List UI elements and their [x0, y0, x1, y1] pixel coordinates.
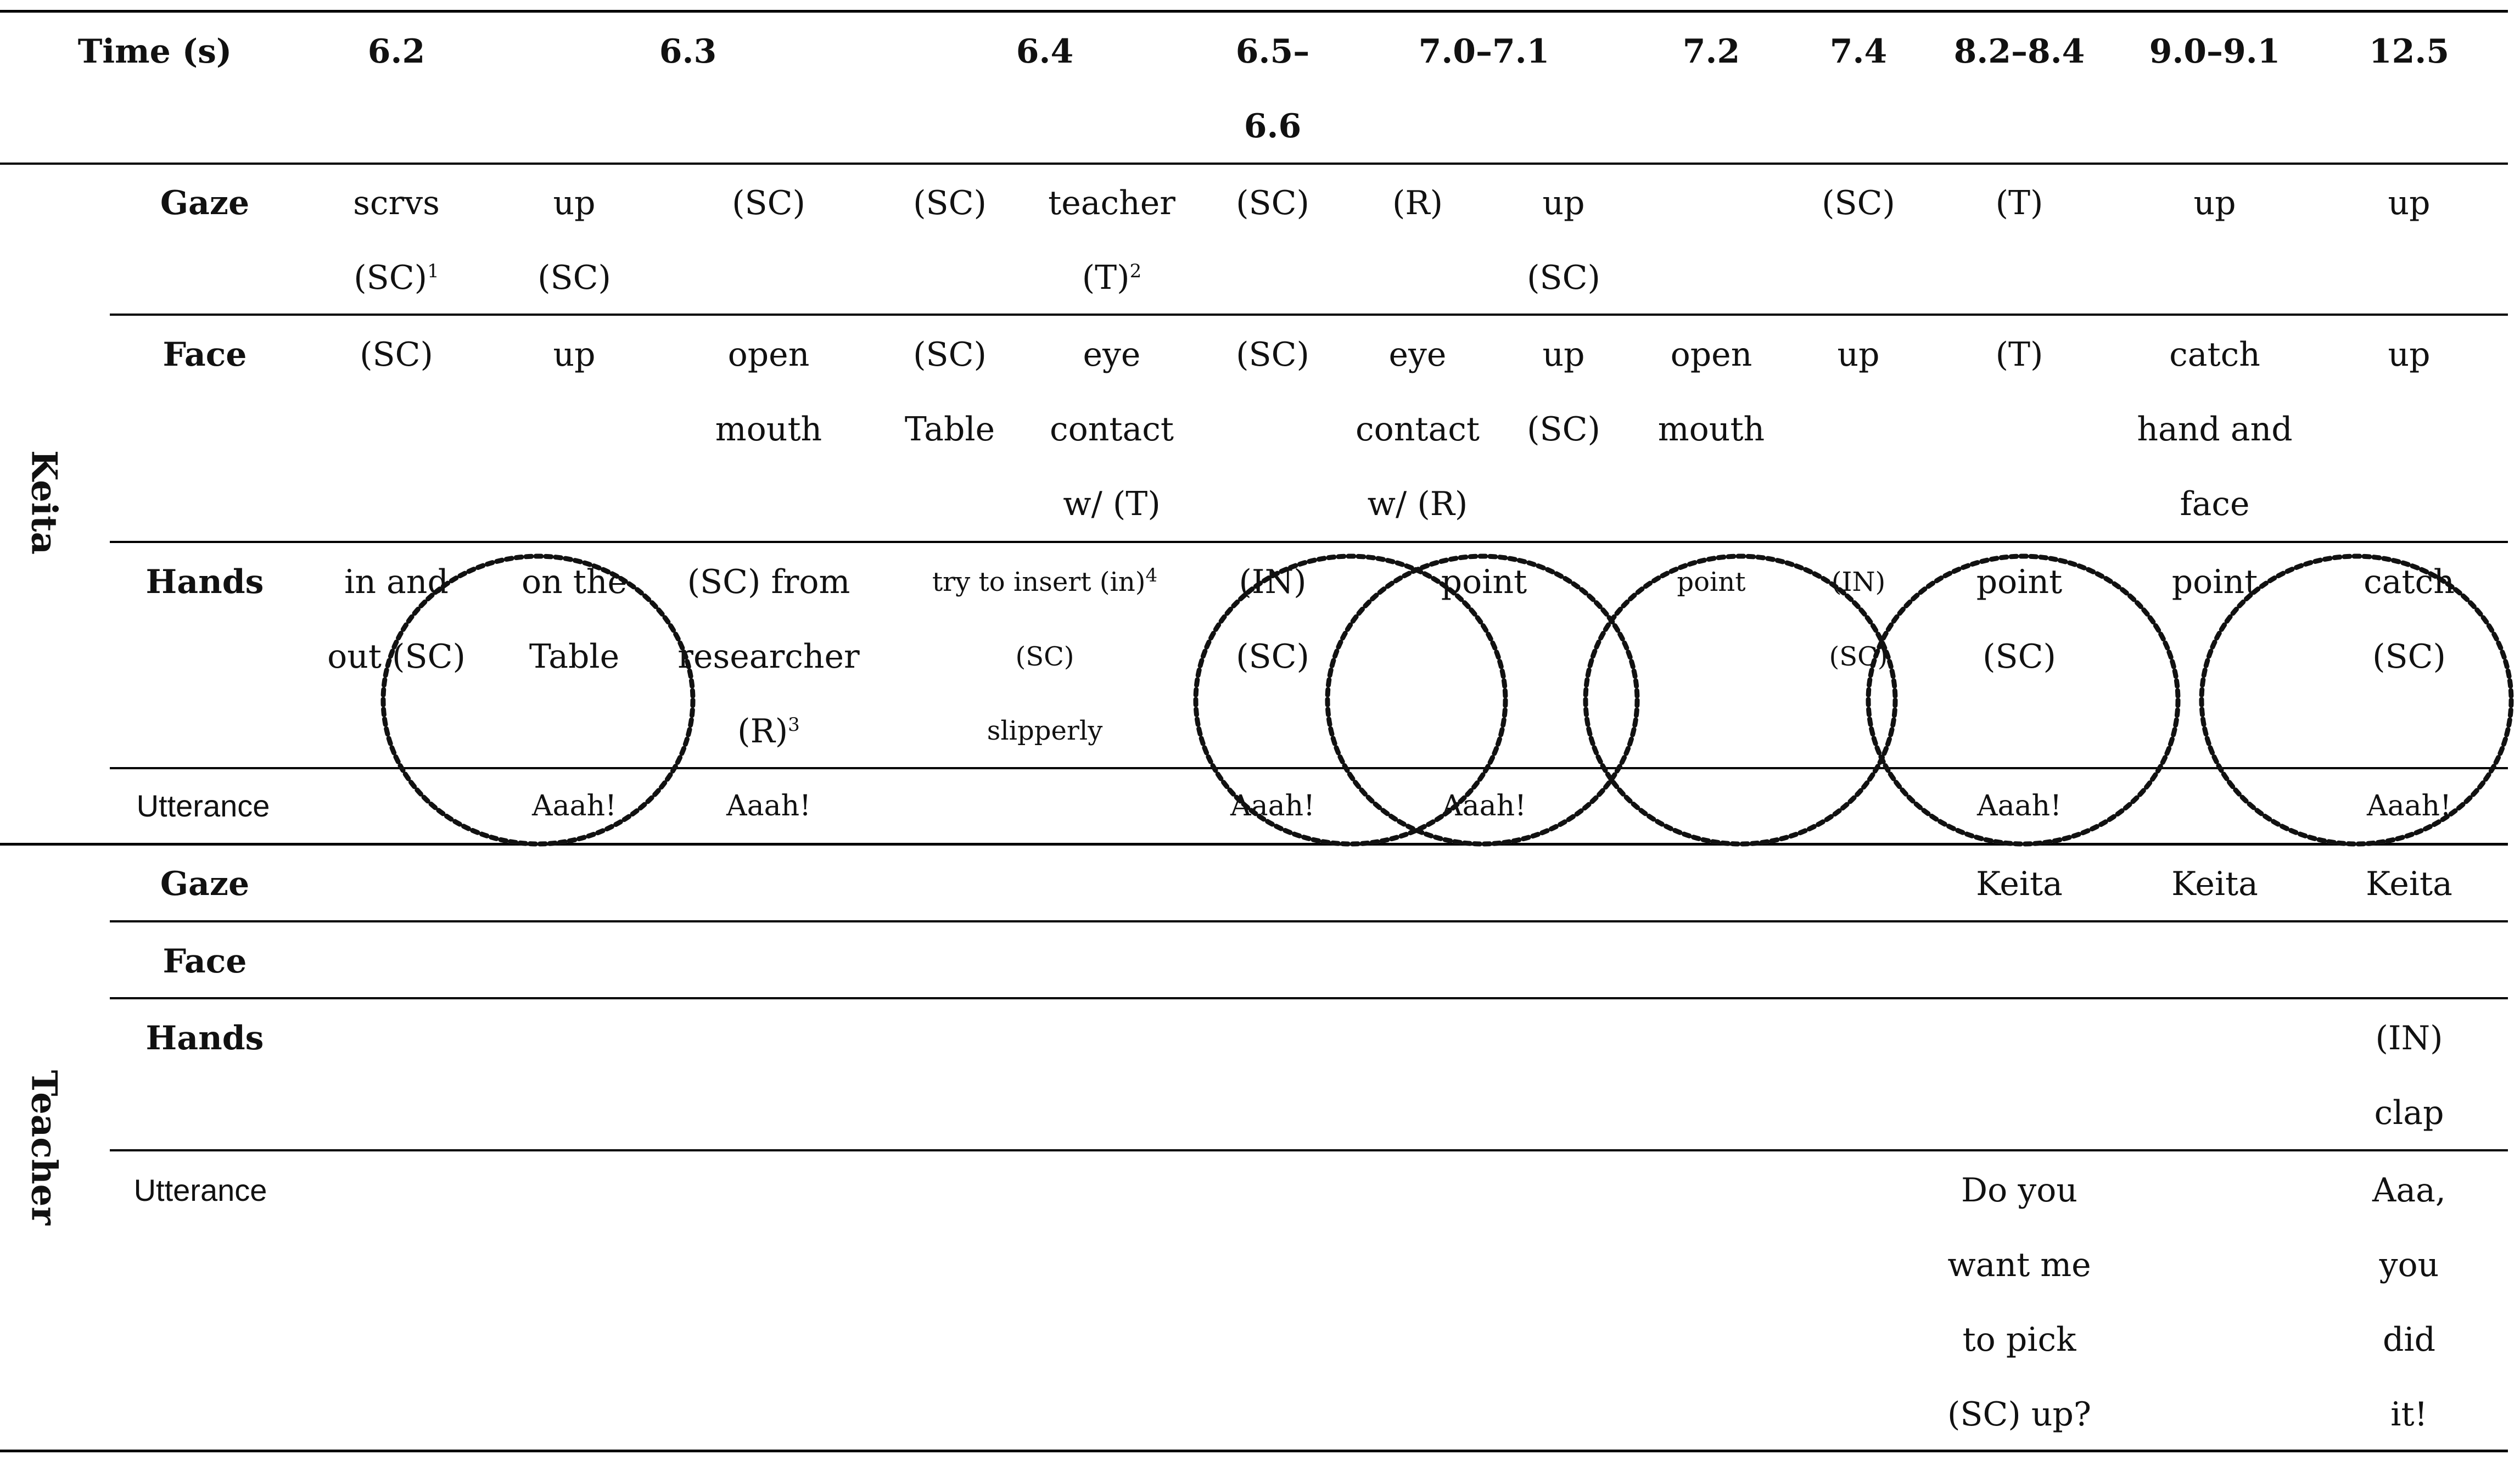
- keita-utterance-cell: Aaah!: [1442, 790, 1526, 823]
- keita-hands-cell: on the Table: [521, 563, 628, 676]
- row-label-keita-utterance: Utterance: [136, 788, 270, 823]
- keita-hands-cell: point: [1441, 563, 1527, 601]
- header-12-5: 12.5: [2368, 32, 2450, 71]
- keita-hands-cell: point: [2171, 563, 2258, 601]
- row-label-teacher-hands: Hands: [145, 1019, 264, 1058]
- rule-teacher-hands: [110, 1149, 2508, 1151]
- group-label-teacher: Teacher: [23, 1070, 65, 1226]
- keita-face-cell: (SC) Table: [904, 335, 995, 449]
- keita-hands-cell: (IN) (SC): [1829, 567, 1888, 672]
- rule-teacher-gaze: [110, 920, 2508, 922]
- teacher-hands-cell: (IN) clap: [2374, 1019, 2444, 1132]
- keita-hands-cell: catch (SC): [2364, 563, 2455, 676]
- header-6-3: 6.3: [659, 32, 717, 71]
- keita-hands-cell: slipperly: [987, 715, 1103, 746]
- keita-gaze-cell: up (SC): [537, 184, 611, 297]
- keita-hands-cell: (SC): [1015, 641, 1074, 672]
- keita-hands-cell: (SC) from researcher $(R)^3$: [677, 563, 860, 751]
- keita-gaze-cell: (SC): [1236, 184, 1309, 222]
- keita-face-cell: open mouth: [715, 335, 822, 449]
- keita-utterance-cell: Aaah!: [726, 790, 811, 823]
- keita-gaze-cell: (R): [1392, 184, 1443, 222]
- header-6-4: 6.4: [1016, 32, 1074, 71]
- header-8-2-8-4: 8.2–8.4: [1953, 32, 2085, 71]
- keita-face-cell: eye contact w/ (T): [1050, 335, 1174, 523]
- keita-gaze-cell: (T): [1995, 184, 2043, 222]
- header-time: Time (s): [77, 32, 232, 71]
- keita-utterance-cell: Aaah!: [532, 790, 617, 823]
- header-7-4: 7.4: [1829, 32, 1888, 71]
- keita-utterance-cell: Aaah!: [2367, 790, 2451, 823]
- keita-face-cell: up: [1837, 335, 1880, 374]
- keita-gaze-cell: (SC): [913, 184, 987, 222]
- keita-face-cell: up (SC): [1527, 335, 1600, 449]
- keita-gaze-cell: teacher $(T)^2$: [1048, 184, 1175, 297]
- keita-face-cell: eye contact w/ (R): [1356, 335, 1480, 523]
- row-label-teacher-utterance: Utterance: [133, 1173, 267, 1207]
- keita-hands-cell: in and out (SC): [327, 563, 466, 676]
- keita-face-cell: (SC): [360, 335, 433, 374]
- row-label-keita-hands: Hands: [145, 563, 264, 601]
- row-label-keita-gaze: Gaze: [160, 184, 250, 222]
- keita-utterance-cell: Aaah!: [1977, 790, 2062, 823]
- rule-top: [0, 10, 2508, 13]
- keita-gaze-cell: (SC): [1822, 184, 1895, 222]
- keita-hands-cell: point (SC): [1976, 563, 2063, 676]
- keita-gaze-cell: up: [2193, 184, 2236, 222]
- keita-face-cell: up: [2388, 335, 2431, 374]
- keita-utterance-cell: Aaah!: [1230, 790, 1315, 823]
- row-label-teacher-gaze: Gaze: [160, 865, 250, 903]
- keita-face-cell: open mouth: [1657, 335, 1765, 449]
- row-label-teacher-face: Face: [163, 942, 247, 981]
- header-6-5-6-6: 6.5– 6.6: [1235, 32, 1310, 146]
- keita-gaze-cell: (SC): [732, 184, 805, 222]
- teacher-gaze-cell: Keita: [2171, 865, 2258, 903]
- teacher-gaze-cell: Keita: [1976, 865, 2063, 903]
- keita-gaze-cell: scrvs (SC)$^1$: [353, 184, 440, 297]
- keita-gaze-cell: up (SC): [1527, 184, 1600, 297]
- keita-face-cell: up: [553, 335, 596, 374]
- keita-face-cell: (T): [1995, 335, 2043, 374]
- rule-teacher-face: [110, 997, 2508, 999]
- group-label-keita: Keita: [23, 450, 65, 555]
- header-7-0-7-1: 7.0–7.1: [1418, 32, 1550, 71]
- keita-face-cell: (SC): [1236, 335, 1309, 374]
- teacher-utterance-cell: Aaa, you did it!: [2372, 1171, 2446, 1434]
- keita-face-cell: catch hand and face: [2137, 335, 2293, 523]
- keita-hands-cell: (IN) (SC): [1236, 563, 1309, 676]
- rule-keita-gaze: [110, 314, 2508, 316]
- teacher-utterance-cell: Do you want me to pick (SC) up?: [1947, 1171, 2092, 1434]
- teacher-gaze-cell: Keita: [2366, 865, 2452, 903]
- keita-hands-cell: try to insert (in)$^4$: [932, 564, 1158, 597]
- rule-bottom: [0, 1450, 2508, 1452]
- keita-hands-cell: point: [1677, 567, 1746, 597]
- keita-gaze-cell: up: [2388, 184, 2431, 222]
- header-9-0-9-1: 9.0–9.1: [2149, 32, 2281, 71]
- header-7-2: 7.2: [1682, 32, 1740, 71]
- header-6-2: 6.2: [367, 32, 425, 71]
- row-label-keita-face: Face: [163, 335, 247, 374]
